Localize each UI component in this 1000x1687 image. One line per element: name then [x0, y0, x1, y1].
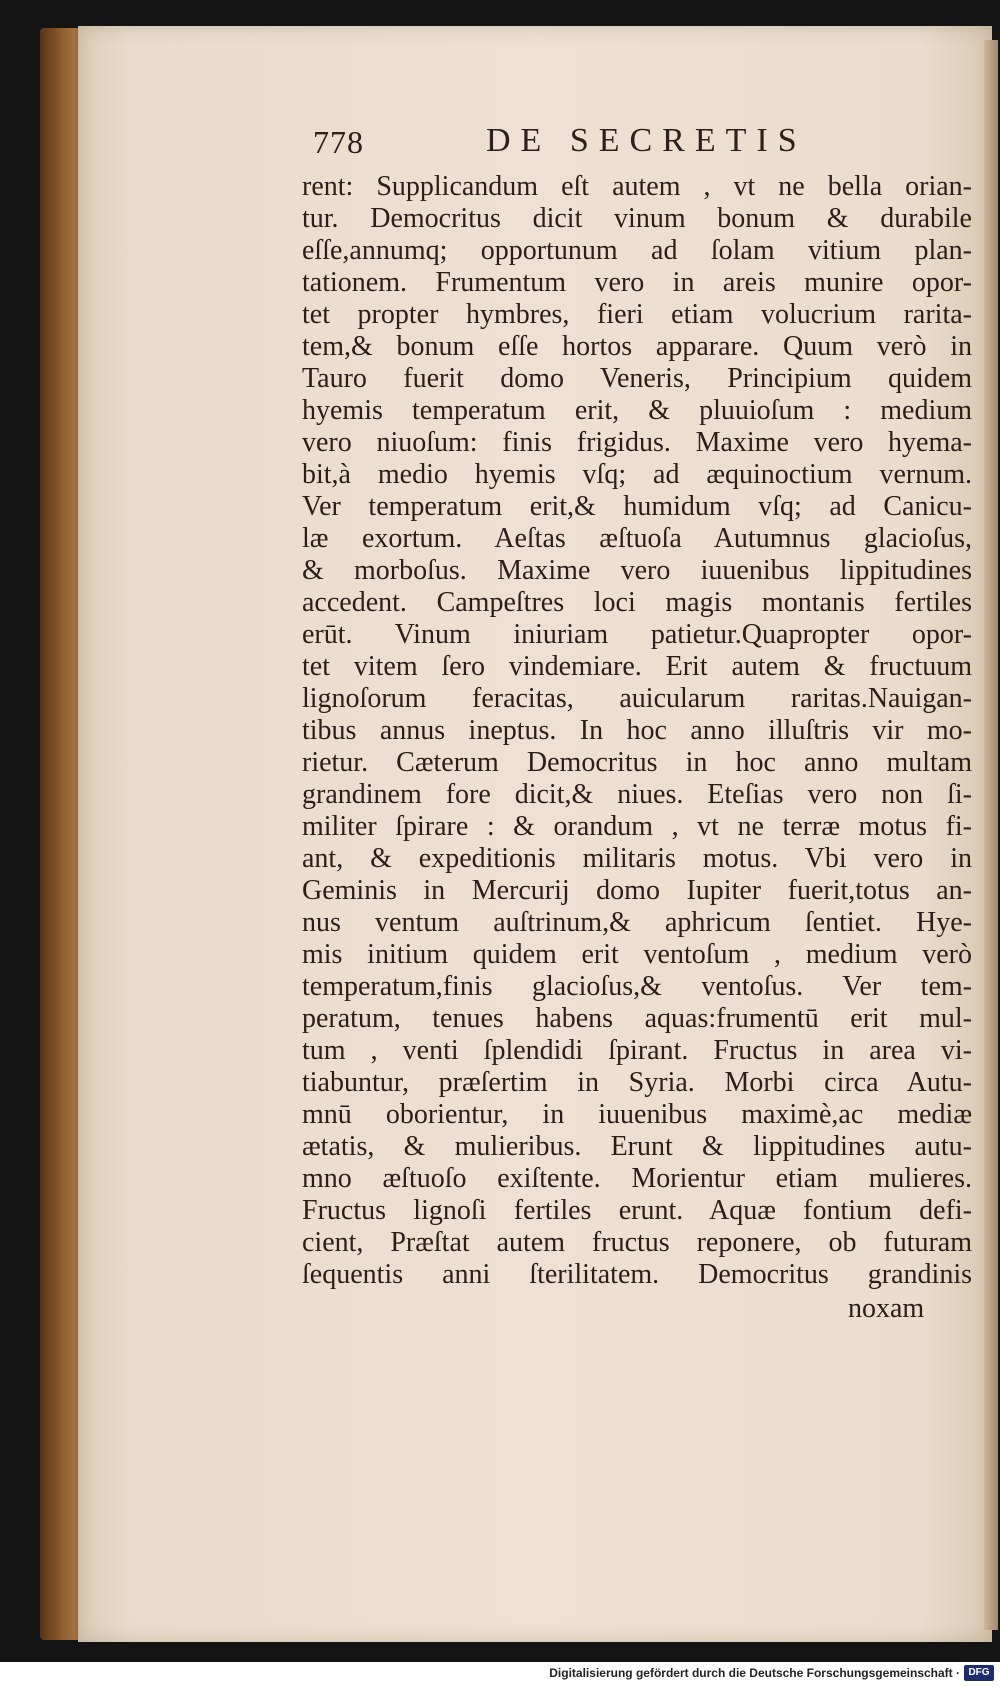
text-line: tet vitem ſero vindemiare. Erit autem & fructuum — [302, 651, 972, 682]
text-line: ſequentis anni ſterilitatem. Democritus grandinis — [302, 1259, 972, 1290]
text-line: tet propter hymbres, fieri etiam volucrium rarita- — [302, 299, 972, 330]
text-line: mno æſtuoſo exiſtente. Morientur etiam mulieres. — [302, 1163, 972, 1194]
text-line: mis initium quidem erit ventoſum , medium verò — [302, 939, 972, 970]
text-line: Geminis in Mercurij domo Iupiter fuerit,totus an- — [302, 875, 972, 906]
text-line: lignoſorum feracitas, auicularum raritas.Nauigan- — [302, 683, 972, 714]
dfg-logo: DFG — [964, 1665, 994, 1681]
text-line: peratum, tenues habens aquas:frumentū erit mul- — [302, 1003, 972, 1034]
text-line: tem,& bonum eſſe hortos apparare. Quum verò in — [302, 331, 972, 362]
text-line: & morboſus. Maxime vero iuuenibus lippitudines — [302, 555, 972, 586]
text-line: militer ſpirare : & orandum , vt ne terræ motus fi- — [302, 811, 972, 842]
text-line: Tauro fuerit domo Veneris, Principium quidem — [302, 363, 972, 394]
text-line: temperatum,finis glacioſus,& ventoſus. Ver tem- — [302, 971, 972, 1002]
digitization-credit: Digitalisierung gefördert durch die Deutsche Forschungsgemeinschaft · — [549, 1666, 960, 1680]
text-line: Fructus lignoſi fertiles erunt. Aquæ fontium defi- — [302, 1195, 972, 1226]
footer-bar — [0, 1662, 1000, 1687]
page-edges — [984, 40, 998, 1630]
text-line: cient, Præſtat autem fructus reponere, ob futuram — [302, 1227, 972, 1258]
text-line: Ver temperatum erit,& humidum vſq; ad Canicu- — [302, 491, 972, 522]
text-line: tur. Democritus dicit vinum bonum & durabile — [302, 203, 972, 234]
text-line: bit,à medio hyemis vſq; ad æquinoctium vernum. — [302, 459, 972, 490]
text-line: tibus annus ineptus. In hoc anno illuſtris vir mo- — [302, 715, 972, 746]
text-line: nus ventum auſtrinum,& aphricum ſentiet. Hye- — [302, 907, 972, 938]
text-line: eſſe,annumq; opportunum ad ſolam vitium plan- — [302, 235, 972, 266]
text-line: læ exortum. Aeſtas æſtuoſa Autumnus glacioſus, — [302, 523, 972, 554]
text-line: hyemis temperatum erit, & pluuioſum : medium — [302, 395, 972, 426]
text-line: ætatis, & mulieribus. Erunt & lippitudines autu- — [302, 1131, 972, 1162]
text-line: erūt. Vinum iniuriam patietur.Quapropter opor- — [302, 619, 972, 650]
text-line: mnū oborientur, in iuuenibus maximè,ac mediæ — [302, 1099, 972, 1130]
catchword: noxam — [848, 1293, 925, 1324]
text-line: tiabuntur, præſertim in Syria. Morbi circa Autu- — [302, 1067, 972, 1098]
page-number: 778 — [313, 124, 364, 160]
text-line: grandinem fore dicit,& niues. Eteſias vero non ſi- — [302, 779, 972, 810]
text-line: rent: Supplicandum eſt autem , vt ne bella orian- — [302, 171, 972, 202]
text-line: tationem. Frumentum vero in areis munire opor- — [302, 267, 972, 298]
text-line: tum , venti ſplendidi ſpirant. Fructus in area vi- — [302, 1035, 972, 1066]
page-header — [313, 120, 909, 170]
text-line: ant, & expeditionis militaris motus. Vbi vero in — [302, 843, 972, 874]
text-line: vero niuoſum: finis frigidus. Maxime vero hyema- — [302, 427, 972, 458]
text-line: accedent. Campeſtres loci magis montanis fertiles — [302, 587, 972, 618]
running-title: DE SECRETIS — [486, 122, 807, 159]
text-line: rietur. Cæterum Democritus in hoc anno multam — [302, 747, 972, 778]
